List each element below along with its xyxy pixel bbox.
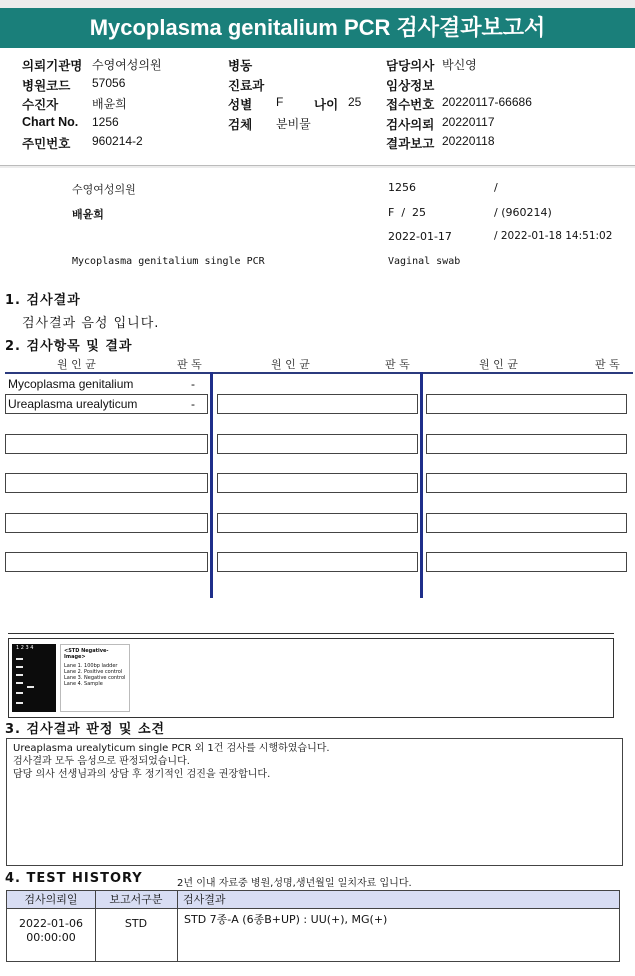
result-cell-box [5, 473, 208, 493]
history-divider [177, 891, 178, 961]
summary-chart: 1256 [388, 181, 416, 194]
result-cell-box [5, 552, 208, 572]
history-col-result: 검사결과 [183, 893, 226, 906]
result-cell-box [5, 513, 208, 533]
history-row-date: 2022-01-06 [19, 917, 83, 930]
col-result-header-3: 판 독 [595, 358, 620, 371]
result-row-2-name: Ureaplasma urealyticum [8, 397, 138, 411]
summary-slash: / [494, 181, 498, 194]
history-col-date: 검사의뢰일 [24, 893, 78, 906]
section4-note: 2년 이내 자료중 병원,성명,생년월일 일치자료 입니다. [177, 878, 412, 889]
reception-value: 20220117-66686 [442, 95, 532, 109]
sex-label: 성별 [228, 98, 253, 112]
hospital-label: 의뢰기관명 [22, 59, 83, 73]
reception-label: 접수번호 [386, 98, 435, 112]
result-cell-box [426, 552, 627, 572]
col-pathogen-header-3: 원 인 균 [479, 358, 518, 371]
gel-lanes: 1 2 3 4 [16, 645, 34, 651]
specimen-value: 분비물 [276, 117, 311, 131]
result-cell-box [426, 513, 627, 533]
history-row-result: STD 7종-A (6종B+UP) : UU(+), MG(+) [184, 913, 388, 926]
grid-header-line [5, 372, 633, 374]
gel-legend-line: Lane 3. Negative control [64, 675, 126, 681]
summary-sex-age: F / 25 [388, 206, 427, 219]
result-row-2-value: - [191, 397, 195, 411]
age-label: 나이 [314, 98, 339, 112]
section3-title: 3. 검사결과 판정 및 소견 [5, 722, 166, 737]
section4-title: 4. TEST HISTORY [5, 871, 143, 886]
result-row-1-name: Mycoplasma genitalium [8, 377, 134, 391]
interpretation-line: 검사결과 모두 음성으로 판정되었습니다. [13, 756, 190, 767]
summary-patient: 배윤희 [72, 208, 104, 221]
result-cell-box [217, 513, 418, 533]
summary-request-date: 2022-01-17 [388, 230, 452, 243]
age-value: 25 [348, 95, 362, 109]
result-cell-box [426, 473, 627, 493]
dept-label: 진료과 [228, 79, 265, 93]
patient-value: 배윤희 [92, 97, 127, 111]
code-value: 57056 [92, 76, 126, 90]
gel-legend [60, 644, 130, 712]
result-row-1-value: - [191, 377, 195, 391]
summary-birth: / (960214) [494, 206, 552, 219]
col-pathogen-header-2: 원 인 균 [271, 358, 310, 371]
interpretation-line: Ureaplasma urealyticum single PCR 외 1건 검사를 시행하였습니다. [13, 743, 330, 754]
patient-label: 수진자 [22, 98, 59, 112]
history-row-type: STD [124, 917, 148, 930]
section1-title: 1. 검사결과 [5, 293, 81, 308]
report-value: 20220118 [442, 134, 495, 148]
history-col-type: 보고서구분 [109, 893, 163, 906]
col-pathogen-header-1: 원 인 균 [57, 358, 96, 371]
history-row-time: 00:00:00 [26, 931, 76, 944]
interpretation-line: 담당 의사 선생님과의 상담 후 정기적인 검진을 권장합니다. [13, 769, 271, 780]
chart-value: 1256 [92, 115, 119, 129]
gel-legend-line: Lane 2. Positive control [64, 669, 123, 675]
chart-label: Chart No. [22, 115, 79, 129]
section2-title: 2. 검사항목 및 결과 [5, 339, 133, 354]
rrn-label: 주민번호 [22, 137, 71, 151]
result-cell-box [5, 434, 208, 454]
clinical-label: 임상정보 [386, 79, 435, 93]
request-label: 검사의뢰 [386, 118, 435, 132]
result-cell-box [426, 394, 627, 414]
report-title: Mycoplasma genitalium PCR 검사결과보고서 [0, 8, 635, 48]
specimen-label: 검체 [228, 118, 253, 132]
result-cell-box [217, 473, 418, 493]
report-header [0, 48, 635, 166]
col-result-header-1: 판 독 [177, 358, 202, 371]
grid-separator-2 [420, 372, 423, 598]
gel-legend-line: Lane 1. 100bp ladder [64, 663, 118, 669]
result-cell-box [217, 552, 418, 572]
rrn-value: 960214-2 [92, 134, 143, 148]
result-cell-box [217, 394, 418, 414]
doctor-label: 담당의사 [386, 59, 435, 73]
hospital-value: 수영여성의원 [92, 58, 162, 72]
gel-legend-title: <STD Negative-Image> [64, 648, 109, 660]
col-result-header-2: 판 독 [385, 358, 410, 371]
summary-test-name: Mycoplasma genitalium single PCR [72, 256, 265, 267]
ward-label: 병동 [228, 59, 253, 73]
history-table [6, 890, 620, 962]
report-label: 결과보고 [386, 137, 435, 151]
interpretation-box [6, 738, 623, 866]
result-cell-box [426, 434, 627, 454]
section1-text: 검사결과 음성 입니다. [22, 316, 160, 331]
divider-line [8, 633, 614, 634]
gel-image [12, 644, 56, 712]
summary-specimen: Vaginal swab [388, 256, 461, 267]
code-label: 병원코드 [22, 79, 71, 93]
doctor-value: 박신영 [442, 58, 477, 72]
sex-value: F [276, 95, 284, 109]
request-value: 20220117 [442, 115, 495, 129]
grid-separator-1 [210, 372, 213, 598]
results-grid [5, 356, 633, 598]
summary-report-datetime: / 2022-01-18 14:51:02 [494, 230, 613, 242]
summary-hospital: 수영여성의원 [72, 183, 136, 196]
result-cell-box [217, 434, 418, 454]
gel-legend-line: Lane 4. Sample [64, 681, 103, 687]
